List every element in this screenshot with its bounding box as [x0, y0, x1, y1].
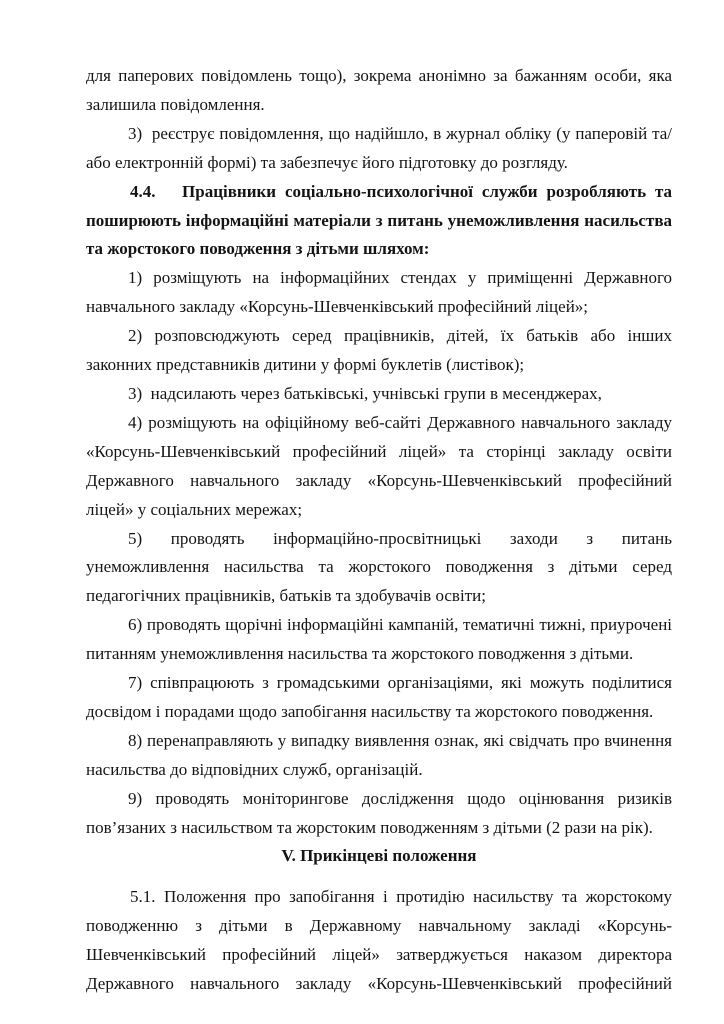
list-item-text: реєструє повідомлення, що надійшло, в журнал обліку (у паперовій та/або електронній формі) та забезпечує його підготовку до розгляду.: [86, 123, 673, 172]
list-item-number: 6): [128, 615, 143, 635]
section-number: 5.1.: [130, 887, 156, 907]
list-item: [86, 525, 672, 612]
section-5-1-paragraph: [86, 883, 672, 999]
section-text: Працівники соціально-психологічної служби розробляють та поширюють інформаційні матеріали з питань унеможливлення насильства та жорстокого поводження з дітьми шляхом:: [86, 181, 673, 259]
section-number: 4.4.: [130, 181, 156, 201]
list-item-text: розміщують на офіційному веб-сайті Державного навчального закладу «Корсунь-Шевченківський професійний ліцей» та сторінці закладу освіти Державного навчального закладу «Корсунь-Шевченківський професійний ліцей» у соціальних мережах;: [86, 412, 673, 519]
list-item-number: 1): [128, 268, 143, 288]
document-body: [86, 62, 672, 999]
list-item-number: 2): [128, 326, 143, 346]
list-item-text: надсилають через батьківські, учнівські групи в месенджерах,: [150, 383, 602, 403]
list-item-number: 5): [128, 528, 143, 548]
list-item-text: проводять інформаційно-просвітницькі заходи з питань унеможливлення насильства та жорстокого поводження з дітьми серед педагогічних працівників, батьків та здобувачів освіти;: [86, 528, 672, 606]
list-item: [86, 380, 672, 409]
list-item-text: проводять моніторингове дослідження щодо оцінювання ризиків пов’язаних з насильством та жорстоким поводженням з дітьми (2 рази на рік).: [86, 788, 672, 837]
continuation-paragraph: для паперових повідомлень тощо), зокрема анонімно за бажанням особи, яка залишила повідомлення.: [86, 66, 672, 114]
list-item-number: 7): [128, 673, 143, 693]
list-item-text: співпрацюють з громадськими організаціями, які можуть поділитися досвідом і порадами щодо запобігання насильству та жорстокого поводження.: [86, 673, 672, 721]
list-item-text: проводять щорічні інформаційні кампаній, тематичні тижні, приурочені питанням унеможливлення насильства та жорстокого поводження з дітьми.: [86, 615, 673, 664]
list-item-text: розповсюджують серед працівників, дітей, їх батьків або інших законних представників дитини у формі буклетів (листівок);: [86, 326, 672, 375]
list-item-number: 4): [128, 412, 143, 432]
list-item: [86, 611, 672, 669]
section-4-4-paragraph: [86, 178, 672, 265]
list-item-text: розміщують на інформаційних стендах у приміщенні Державного навчального закладу «Корсунь-Шевченківський професійний ліцей»;: [86, 268, 673, 317]
list-item-text: перенаправляють у випадку виявлення ознак, які свідчать про вчинення насильства до відповідних служб, організацій.: [86, 730, 672, 779]
list-item: [86, 785, 672, 843]
list-item-number: 8): [128, 730, 143, 750]
list-item-number: 3): [128, 123, 143, 143]
list-item: [86, 322, 672, 380]
section-text: Положення про запобігання і протидію насильству та жорстокому поводженню з дітьми в Державному навчальному закладі «Корсунь-Шевченківський професійний ліцей» затверджується наказом директора Державного навчального закладу «Корсунь-Шевченківський професійний: [86, 887, 673, 994]
list-item-number: 3): [128, 383, 143, 403]
list-item: [86, 669, 672, 727]
list-item: [86, 409, 672, 525]
list-item-3-report-registration: [86, 120, 672, 178]
section-5-heading: V. Прикінцеві положення: [281, 846, 477, 866]
list-item-number: 9): [128, 788, 143, 808]
list-item: [86, 264, 672, 322]
list-item: [86, 727, 672, 785]
